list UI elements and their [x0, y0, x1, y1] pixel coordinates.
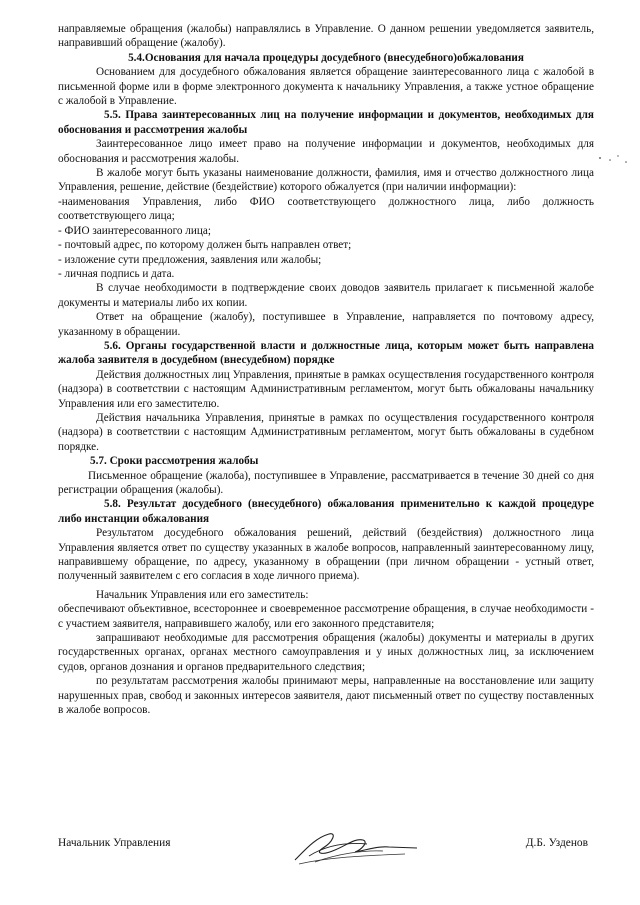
list-item: - ФИО заинтересованного лица; — [58, 224, 211, 237]
paragraph: Действия должностных лиц Управления, принятые в рамках осуществления государственного контроля (надзора) в соответствии с настоящим Административным регламентом, могут быть обжалованы начальнику Управления или его заместителю. — [58, 368, 594, 410]
section-heading-5-5: 5.5. Права заинтересованных лиц на получение информации и документов, необходимых для обоснования и рассмотрения жалобы — [58, 109, 594, 136]
paragraph: по результатам рассмотрения жалобы принимают меры, направленные на восстановление или защиту нарушенных прав, свобод и законных интересов заявителя, дают письменный ответ по существу поставленных в жалобе вопросов. — [58, 675, 594, 717]
section-heading-5-8: 5.8. Результат досудебного (внесудебного) обжалования применительно к каждой процедуре либо инстанции обжалования — [58, 498, 594, 525]
list-item: - изложение сути предложения, заявления или жалобы; — [58, 253, 322, 266]
document-body — [58, 22, 594, 718]
handwritten-signature — [285, 820, 425, 872]
scan-specks — [596, 150, 632, 170]
list-item: - почтовый адрес, по которому должен быть направлен ответ; — [58, 239, 352, 252]
paragraph: Письменное обращение (жалоба), поступившее в Управление, рассматривается в течение 30 дней со дня регистрации обращения (жалобы). — [58, 469, 594, 496]
paragraph: запрашивают необходимые для рассмотрения обращения (жалобы) документы и материалы в других государственных органах, органах местного самоуправления и у иных должностных лиц, за исключением судов, органов дознания и органов предварительного следствия; — [58, 632, 594, 673]
list-item: - личная подпись и дата. — [58, 267, 175, 280]
paragraph: Начальник Управления или его заместитель: — [96, 588, 309, 601]
section-heading-5-4: 5.4.Основания для начала процедуры досудебного (внесудебного)обжалования — [128, 51, 524, 64]
paragraph: В случае необходимости в подтверждение своих доводов заявитель прилагает к письменной жалобе документы и материалы либо их копии. — [58, 282, 594, 309]
section-heading-5-6: 5.6. Органы государственной власти и должностные лица, которым может быть направлена жалоба заявителя в досудебном (внесудебном) порядке — [58, 339, 594, 367]
paragraph: направляемые обращения (жалобы) направлялись в Управление. О данном решении уведомляется заявитель, направивший обращение (жалобу). — [58, 23, 594, 50]
paragraph: Действия начальника Управления, принятые в рамках по осуществления государственного контроля (надзора) в соответствии с настоящим Административным регламентом, могут быть обжалованы в судебном порядке. — [58, 411, 594, 453]
paragraph: Основанием для досудебного обжалования является обращение заинтересованного лица с жалобой в письменной форме или в форме электронного документа к начальнику Управления, а также устное обращение с жалобой в Управление. — [58, 66, 594, 108]
list-item: -наименования Управления, либо ФИО соответствующего должностного лица, либо должность соответствующего лица; — [58, 195, 594, 223]
paragraph: Ответ на обращение (жалобу), поступившее в Управление, направляется по почтовому адресу, указанному в обращении. — [58, 311, 594, 338]
signatory-position: Начальник Управления — [58, 837, 171, 849]
section-heading-5-7: 5.7. Сроки рассмотрения жалобы — [90, 455, 259, 468]
paragraph: В жалобе могут быть указаны наименование должности, фамилия, имя и отчество должностного лица Управления, решение, действие (бездействие) которого обжалуется (при наличии информации): — [58, 167, 594, 194]
signatory-name: Д.Б. Узденов — [525, 837, 588, 849]
paragraph: Заинтересованное лицо имеет право на получение информации и документов, необходимых для обоснования и рассмотрения жалобы. — [58, 138, 594, 165]
paragraph: Результатом досудебного обжалования решений, действий (бездействия) должностного лица Управления является ответ по существу указанных в жалобе вопросов, направленный заинтересованному лицу, направившему обращение, по адресу, указанному в обращении (при личном обращении - устный ответ, полученный заявителем с его согласия в ходе личного приема). — [58, 527, 594, 583]
paragraph: обеспечивают объективное, всестороннее и своевременное рассмотрение обращения, в случае необходимости - с участием заявителя, направившего жалобу, или его законного представителя; — [58, 603, 594, 630]
